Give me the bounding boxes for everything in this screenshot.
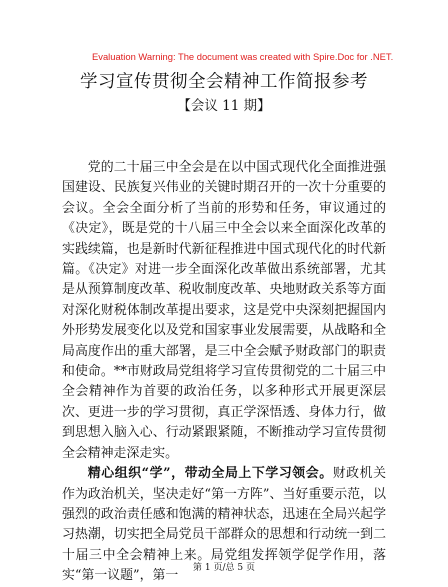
document-title: 学习宣传贯彻全会精神工作简报参考: [80, 72, 368, 92]
document-body: [62, 158, 386, 587]
page-footer: 第 1 页/总 5 页: [193, 563, 255, 573]
evaluation-warning: Evaluation Warning: The document was created with Spire.Doc for .NET.: [92, 51, 394, 62]
section-heading: 精心组织“学”，带动全局上下学习领会。: [87, 466, 333, 482]
issue-number: 【会议 11 期】: [177, 98, 271, 114]
section-text: 财政机关作为政治机关，坚决走好“第一方阵”、当好重要示范，以强烈的政治责任感和饱满的精神状态，迅速在全局兴起学习热潮，切实把全局党员干部群众的思想和行动统一到二十届三中全会精神上来。局党组发挥领学促学作用，落实“第一议题”，第一: [62, 466, 386, 584]
paragraph-intro: 党的二十届三中全会是在以中国式现代化全面推进强国建设、民族复兴伟业的关键时期召开的一次十分重要的会议。全会全面分析了当前的形势和任务，审议通过的《决定》，既是党的十八届三中全会以来全面深化改革的实践续篇，也是新时代新征程推进中国式现代化的时代新篇。《决定》对进一步全面深化改革做出系统部署，尤其是从预算制度改革、税收制度改革、央地财政关系等方面对深化财税体制改革提出要求，这是党中央深刻把握国内外形势发展变化以及党和国家事业发展需要，从战略和全局高度作出的重大部署，是三中全会赋予财政部门的职责和使命。**市财政局党组将学习宣传贯彻党的二十届三中全会精神作为首要的政治任务，以多种形式开展更深层次、更进一步的学习贯彻，真正学深悟透、身体力行，做到思想入脑入心、行动紧跟紧随，不断推动学习宣传贯彻全会精神走深走实。: [62, 160, 386, 461]
